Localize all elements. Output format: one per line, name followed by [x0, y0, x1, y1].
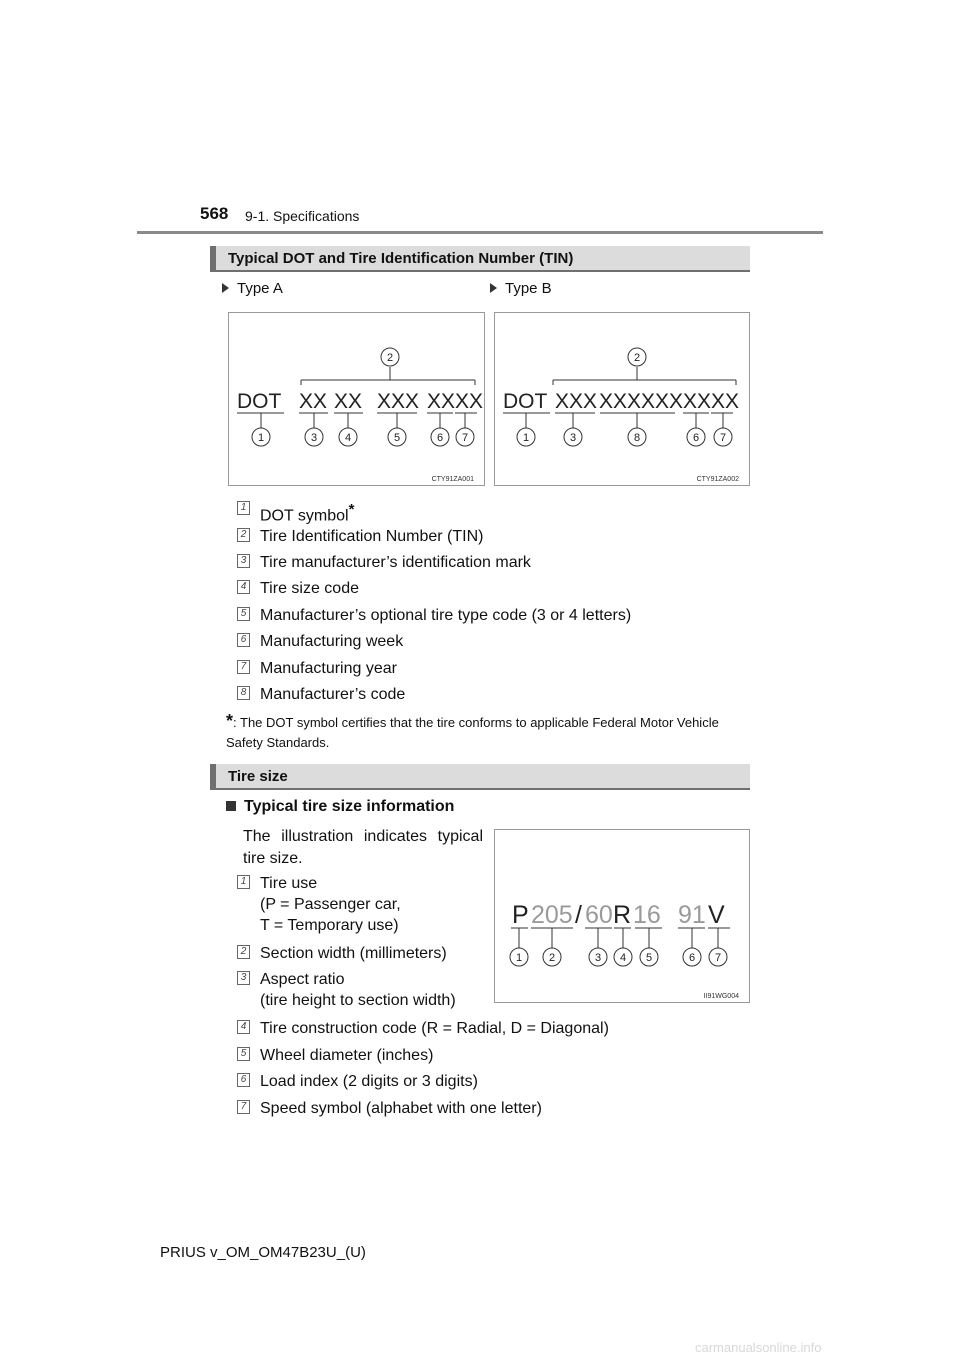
tire-use-letter: P — [512, 901, 529, 929]
item-number-badge: 7 — [237, 660, 250, 674]
section-width-digits: 205 — [531, 901, 573, 929]
callout-6: 6 — [692, 432, 700, 444]
item-number-badge: 2 — [237, 528, 250, 542]
dot-section-heading: Typical DOT and Tire Identification Number (TIN) — [210, 246, 750, 272]
item-number-badge: 6 — [237, 1073, 250, 1087]
item-number-badge: 7 — [237, 1100, 250, 1114]
header-divider — [137, 231, 823, 234]
item-text: (tire height to section width) — [260, 992, 456, 1009]
tire-size-section-heading: Tire size — [210, 764, 750, 790]
section-reference: 9-1. Specifications — [245, 208, 360, 224]
callout-7: 7 — [714, 952, 722, 964]
item-text: Section width (millimeters) — [260, 945, 447, 962]
construction-letter: R — [613, 901, 632, 929]
callout-2: 2 — [633, 352, 641, 364]
item-number-badge: 6 — [237, 633, 250, 647]
item-text: Manufacturing year — [260, 660, 397, 677]
figure-code: CTY91ZA001 — [431, 476, 474, 483]
item-number-badge: 1 — [237, 875, 250, 889]
callout-4: 4 — [344, 432, 352, 444]
callout-6: 6 — [436, 432, 444, 444]
xx-token: XX — [299, 390, 328, 413]
footer-model-code: PRIUS v_OM_OM47B23U_(U) — [160, 1244, 366, 1261]
xxxx-token: XXXX — [427, 390, 484, 413]
watermark: carmanualsonline.info — [695, 1340, 822, 1355]
callout-2: 2 — [386, 352, 394, 364]
type-a-label: Type A — [222, 280, 283, 297]
item-number-badge: 5 — [237, 607, 250, 621]
item-text: (P = Passenger car, — [260, 896, 401, 913]
dot-figure-type-b — [494, 312, 750, 486]
asterisk: * — [226, 711, 234, 731]
dot-figure-type-a — [228, 312, 485, 486]
tire-size-figure — [494, 829, 750, 1003]
type-b-label: Type B — [490, 280, 552, 297]
item-text: Tire Identification Number (TIN) — [260, 528, 484, 545]
square-bullet-icon — [226, 801, 236, 811]
callout-5: 5 — [645, 952, 653, 964]
xx-token: XX — [334, 390, 363, 413]
dot-token: DOT — [237, 390, 282, 413]
item-number-badge: 4 — [237, 580, 250, 594]
callout-6: 6 — [688, 952, 696, 964]
item-number-badge: 3 — [237, 554, 250, 568]
arrow-right-icon — [222, 283, 229, 293]
slash: / — [575, 901, 582, 929]
intro-paragraph: The illustration indicates typical tire size. — [243, 828, 483, 867]
footnote: *: The DOT symbol certifies that the tire conforms to applicable Federal Motor Vehicle Safety Standards. — [226, 711, 719, 750]
dot-token: DOT — [503, 390, 548, 413]
item-number-badge: 3 — [237, 971, 250, 985]
callout-3: 3 — [594, 952, 602, 964]
callout-3: 3 — [569, 432, 577, 444]
page-number: 568 — [200, 204, 229, 223]
figure-code: CTY91ZA002 — [696, 476, 739, 483]
item-text: Wheel diameter (inches) — [260, 1047, 434, 1064]
item-number-badge: 2 — [237, 945, 250, 959]
item-text: Manufacturer’s optional tire type code (3 or 4 letters) — [260, 607, 632, 624]
item-text: Aspect ratio — [260, 971, 345, 988]
callout-8: 8 — [633, 432, 641, 444]
callout-2: 2 — [548, 952, 556, 964]
callout-1: 1 — [522, 432, 530, 444]
callout-4: 4 — [619, 952, 627, 964]
subheading: Typical tire size information — [226, 798, 454, 816]
item-text: Tire use — [260, 875, 318, 892]
asterisk: * — [348, 501, 355, 518]
item-text: Manufacturer’s code — [260, 686, 406, 703]
callout-1: 1 — [257, 432, 265, 444]
item-text: Manufacturing week — [260, 633, 404, 650]
item-text: Load index (2 digits or 3 digits) — [260, 1073, 478, 1090]
callout-3: 3 — [310, 432, 318, 444]
xxx-token: XXX — [555, 390, 598, 413]
item-text: Speed symbol (alphabet with one letter) — [260, 1100, 542, 1117]
xxxxxx-token: XXXXXX — [599, 390, 684, 413]
callout-7: 7 — [461, 432, 469, 444]
xxxx-token: XXXX — [683, 390, 740, 413]
figure-code: II91WG004 — [703, 993, 739, 1000]
wheel-diameter-digits: 16 — [633, 901, 661, 929]
aspect-ratio-digits: 60 — [585, 901, 613, 929]
item-number-badge: 5 — [237, 1047, 250, 1061]
item-text: Tire construction code (R = Radial, D = Diagonal) — [260, 1020, 609, 1037]
xxx-token: XXX — [377, 390, 420, 413]
item-number-badge: 4 — [237, 1020, 250, 1034]
item-text: Tire size code — [260, 580, 359, 597]
item-text: DOT symbol — [260, 507, 349, 525]
arrow-right-icon — [490, 283, 497, 293]
callout-7: 7 — [719, 432, 727, 444]
load-index-digits: 91 — [678, 901, 706, 929]
callout-5: 5 — [393, 432, 401, 444]
speed-symbol-letter: V — [708, 901, 725, 929]
item-number-badge: 8 — [237, 686, 250, 700]
item-text: Tire manufacturer’s identification mark — [260, 554, 531, 571]
callout-1: 1 — [515, 952, 523, 964]
item-number-badge: 1 — [237, 501, 250, 515]
item-text: T = Temporary use) — [260, 917, 399, 934]
